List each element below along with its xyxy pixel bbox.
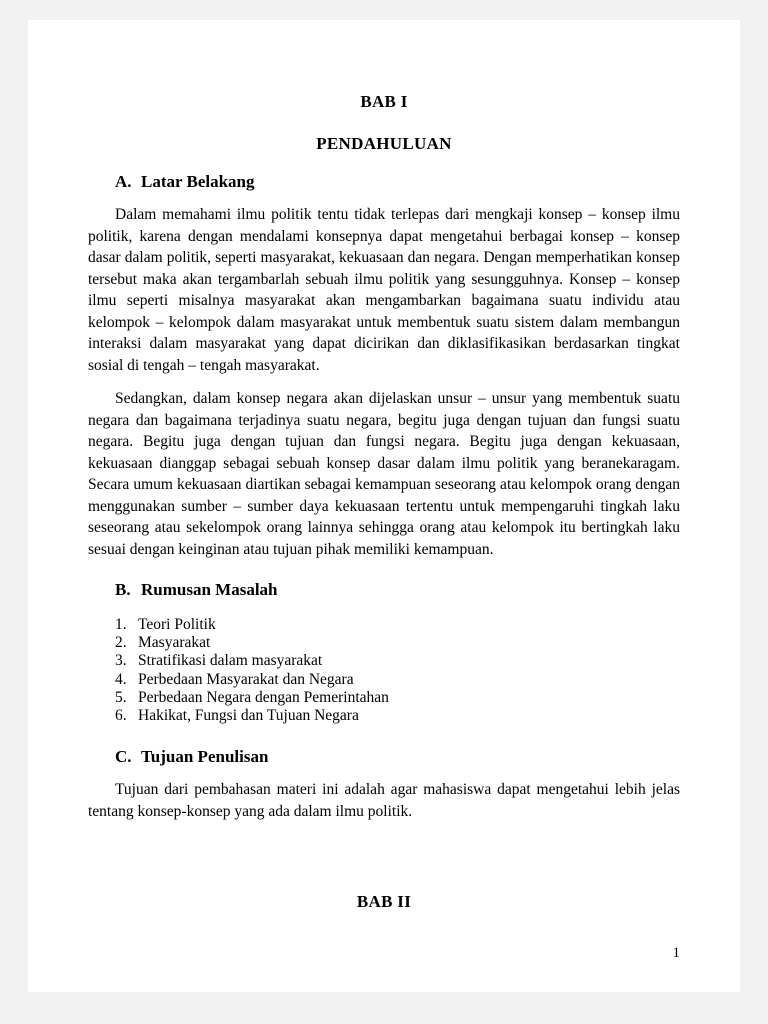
section-heading-a (115, 172, 680, 192)
list-item (115, 652, 680, 670)
list-item-number: 5. (115, 688, 127, 706)
list-item-number: 1. (115, 616, 127, 633)
list-item-number: 6. (115, 707, 127, 725)
list-item-text: Hakikat, Fungsi dan Tujuan Negara (138, 707, 359, 725)
section-title-c: Tujuan Penulisan (141, 747, 269, 767)
list-item (115, 671, 680, 689)
list-item (115, 616, 680, 634)
list-item-text: Stratifikasi dalam masyarakat (138, 652, 323, 670)
list-item-text: Perbedaan Masyarakat dan Negara (138, 670, 354, 688)
paragraph-tujuan-penulisan: Tujuan dari pembahasan materi ini adalah agar mahasiswa dapat mengetahui lebih jelas tentang konsep-konsep yang ada dalam ilmu politik. (88, 781, 680, 820)
page-number: 1 (672, 945, 680, 961)
list-item (115, 707, 680, 725)
paragraph-latar-belakang-2: Sedangkan, dalam konsep negara akan dijelaskan unsur – unsur yang membentuk suatu negara dan bagaimana terjadinya suatu negara, begitu juga dengan tujuan dan fungsi suatu negara. Begitu juga dengan tujuan dan fungsi negara. Begitu juga dengan kekuasaan, kekuasaan dianggap sebagai sebuah konsep dasar dalam ilmu politik yang beranekaragam. Secara umum kekuasaan diartikan sebagai kemampuan seseorang atau kelompok orang dengan menggunakan sumber – sumber daya kekuasaan tertentu untuk mempengaruhi tingkah laku seseorang atau sekelompok orang lainnya sehingga orang atau kelompok itu bertingkah laku sesuai dengan keinginan atau tujuan pihak memiliki kemampuan. (88, 390, 680, 558)
list-item-text: Teori Politik (138, 616, 216, 633)
list-item (115, 634, 680, 652)
section-letter-a: A. (115, 172, 132, 191)
list-item-text: Perbedaan Negara dengan Pemerintahan (138, 688, 389, 706)
paragraph-latar-belakang-1: Dalam memahami ilmu politik tentu tidak terlepas dari mengkaji konsep – konsep ilmu politik, karena dengan mendalami konsepnya dapat mengetahui berbagai konsep – konsep dasar dalam politik, seperti masyarakat, kekuasaan dan negara. Dengan memperhatikan konsep tersebut maka akan tergambarlah sebuah ilmu politik yang sesungguhnya. Konsep – konsep ilmu seperti misalnya masyarakat akan mengambarkan bagaimana suatu individu atau kelompok – kelompok dalam masyarakat untuk membentuk suatu sistem dalam membangun interaksi dalam masyarakat yang dapat dicirikan dan diklasifikasikan berdasarkan tingkat sosial di tengah – tengah masyarakat. (88, 206, 680, 374)
section-letter-c: C. (115, 747, 132, 767)
document-page (28, 20, 740, 992)
list-item (115, 689, 680, 707)
list-item-number: 4. (115, 670, 127, 688)
chapter-title: BAB I (360, 92, 408, 111)
section-heading-b (115, 580, 680, 600)
chapter-subtitle: PENDAHULUAN (316, 134, 452, 153)
list-item-text: Masyarakat (138, 634, 211, 652)
section-title-b: Rumusan Masalah (141, 580, 278, 599)
section-letter-b: B. (115, 580, 131, 599)
list-item-number: 2. (115, 634, 127, 652)
list-item-number: 3. (115, 652, 127, 670)
section-title-a: Latar Belakang (141, 172, 255, 191)
section-heading-c (115, 747, 680, 767)
rumusan-masalah-list (115, 616, 680, 725)
next-chapter-title: BAB II (356, 892, 412, 912)
